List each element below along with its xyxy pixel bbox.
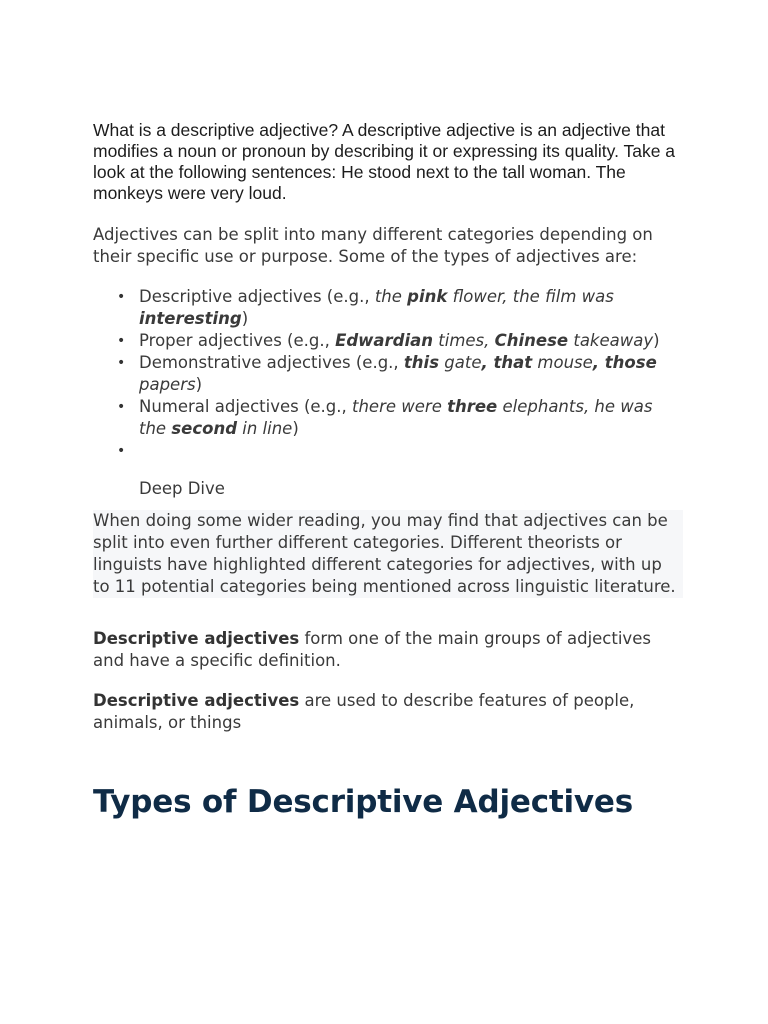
section-heading: Types of Descriptive Adjectives: [93, 784, 634, 820]
document-page: [93, 120, 683, 820]
example-text: papers: [139, 375, 196, 394]
closing-paren: ): [292, 419, 299, 438]
example-text: the: [374, 287, 408, 306]
definition-text: form one of the main groups of adjectives and have a specific definition.: [93, 629, 651, 670]
list-item-empty: [139, 440, 683, 462]
deep-dive-label: Deep Dive: [139, 479, 225, 498]
example-keyword: interesting: [139, 309, 242, 328]
closing-paren: ): [653, 331, 660, 350]
example-text: times,: [433, 331, 495, 350]
list-item-label: Proper adjectives (e.g.,: [139, 331, 336, 350]
example-keyword: three: [447, 397, 498, 416]
categories-intro-paragraph: Adjectives can be split into many different categories depending on their specific use or purpose. Some of the types of adjectives are:: [93, 225, 653, 266]
definition-text: are used to describe features of people, animals, or things: [93, 691, 635, 732]
example-text: mouse: [532, 353, 593, 372]
definition-term: Descriptive adjectives: [93, 629, 300, 648]
example-keyword: Edwardian: [335, 331, 434, 350]
intro-paragraph: What is a descriptive adjective? A descriptive adjective is an adjective that modifies a noun or pronoun by describing it or expressing its quality. Take a look at the following sentences: He stood next to the tall woman. The monkeys were very loud.: [93, 120, 676, 203]
list-item-demonstrative: [139, 352, 683, 396]
example-text: there were: [352, 397, 448, 416]
list-item-numeral: [139, 396, 683, 440]
example-keyword: this: [403, 353, 440, 372]
example-keyword: second: [171, 419, 238, 438]
example-keyword: , that: [481, 353, 533, 372]
example-text: in line: [237, 419, 293, 438]
deep-dive-paragraph: When doing some wider reading, you may find that adjectives can be split into even further different categories. Different theorists or linguists have highlighted different categories for adjectives, with up to 11 potential categories being mentioned across linguistic literature.: [93, 510, 683, 598]
list-item-proper: [139, 330, 683, 352]
closing-paren: ): [195, 375, 203, 394]
example-text: flower, the film was: [447, 287, 614, 306]
definition-paragraph-2: [93, 690, 683, 734]
example-text: takeaway: [568, 331, 654, 350]
example-keyword: pink: [407, 287, 448, 306]
list-item-label: Descriptive adjectives (e.g.,: [139, 287, 375, 306]
closing-paren: ): [241, 309, 249, 328]
definition-paragraph-1: [93, 628, 683, 672]
example-text: gate: [439, 353, 482, 372]
example-keyword: Chinese: [494, 331, 569, 350]
adjective-types-list: [93, 286, 683, 462]
example-keyword: , those: [592, 353, 657, 372]
list-item-label: Demonstrative adjectives (e.g.,: [139, 353, 404, 372]
definition-term: Descriptive adjectives: [93, 691, 300, 710]
example-text: elephants, he was the: [139, 397, 653, 438]
list-item-label: Numeral adjectives (e.g.,: [139, 397, 352, 416]
list-item-descriptive: [139, 286, 683, 330]
